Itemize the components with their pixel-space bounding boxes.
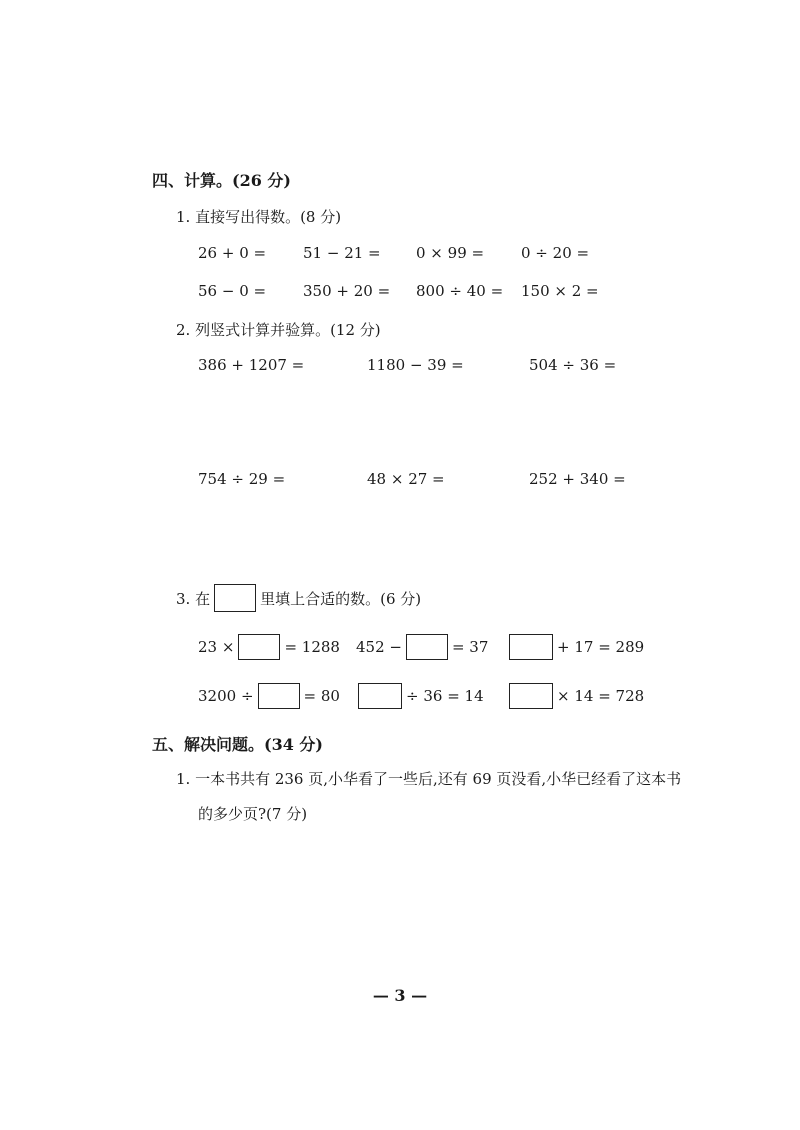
question-3-label-start: 3. 在 bbox=[176, 589, 211, 608]
answer-box[interactable] bbox=[238, 634, 280, 660]
fill-blank-suffix: = 37 bbox=[451, 638, 489, 656]
oral-calc-item: 56 − 0 = bbox=[198, 282, 267, 300]
fill-blank-item bbox=[358, 683, 484, 709]
oral-calc-item: 0 ÷ 20 = bbox=[521, 244, 590, 262]
fill-blank-prefix: 452 − bbox=[356, 638, 402, 656]
oral-calc-item: 26 + 0 = bbox=[198, 244, 267, 262]
vertical-calc-item: 504 ÷ 36 = bbox=[529, 356, 617, 374]
page-number: — 3 — bbox=[372, 986, 428, 1005]
fill-blank-suffix: = 1288 bbox=[284, 638, 340, 656]
answer-box[interactable] bbox=[406, 634, 448, 660]
vertical-calc-item: 386 + 1207 = bbox=[198, 356, 305, 374]
question-3-label bbox=[176, 584, 421, 612]
answer-box[interactable] bbox=[509, 634, 553, 660]
oral-calc-item: 800 ÷ 40 = bbox=[416, 282, 504, 300]
fill-blank-item bbox=[356, 634, 488, 660]
oral-calc-item: 0 × 99 = bbox=[416, 244, 485, 262]
oral-calc-item: 150 × 2 = bbox=[521, 282, 599, 300]
fill-blank-prefix: 3200 ÷ bbox=[198, 687, 254, 705]
answer-box[interactable] bbox=[258, 683, 300, 709]
question-2-label: 2. 列竖式计算并验算。(12 分) bbox=[176, 321, 381, 339]
vertical-calc-item: 754 ÷ 29 = bbox=[198, 470, 286, 488]
question-1-label: 1. 直接写出得数。(8 分) bbox=[176, 208, 342, 226]
question-3-label-end: 里填上合适的数。(6 分) bbox=[260, 589, 422, 608]
fill-blank-suffix: + 17 = 289 bbox=[557, 638, 645, 656]
oral-calc-item: 51 − 21 = bbox=[303, 244, 381, 262]
vertical-calc-item: 1180 − 39 = bbox=[367, 356, 464, 374]
vertical-calc-item: 48 × 27 = bbox=[367, 470, 445, 488]
fill-blank-suffix: ÷ 36 = 14 bbox=[406, 687, 484, 705]
section-4-title: 四、计算。(26 分) bbox=[152, 171, 291, 190]
fill-blank-item bbox=[509, 634, 644, 660]
answer-box[interactable] bbox=[509, 683, 553, 709]
word-problem-line-2: 的多少页?(7 分) bbox=[198, 805, 308, 823]
fill-blank-suffix: × 14 = 728 bbox=[557, 687, 645, 705]
answer-box[interactable] bbox=[358, 683, 402, 709]
fill-blank-prefix: 23 × bbox=[198, 638, 235, 656]
fill-blank-item bbox=[198, 683, 340, 709]
fill-blank-suffix: = 80 bbox=[303, 687, 340, 705]
oral-calc-item: 350 + 20 = bbox=[303, 282, 391, 300]
fill-blank-item bbox=[509, 683, 644, 709]
section-5-title: 五、解决问题。(34 分) bbox=[152, 735, 323, 754]
fill-blank-item bbox=[198, 634, 340, 660]
word-problem-line-1: 1. 一本书共有 236 页,小华看了一些后,还有 69 页没看,小华已经看了这本书 bbox=[176, 770, 682, 788]
vertical-calc-item: 252 + 340 = bbox=[529, 470, 626, 488]
blank-box-sample bbox=[214, 584, 256, 612]
